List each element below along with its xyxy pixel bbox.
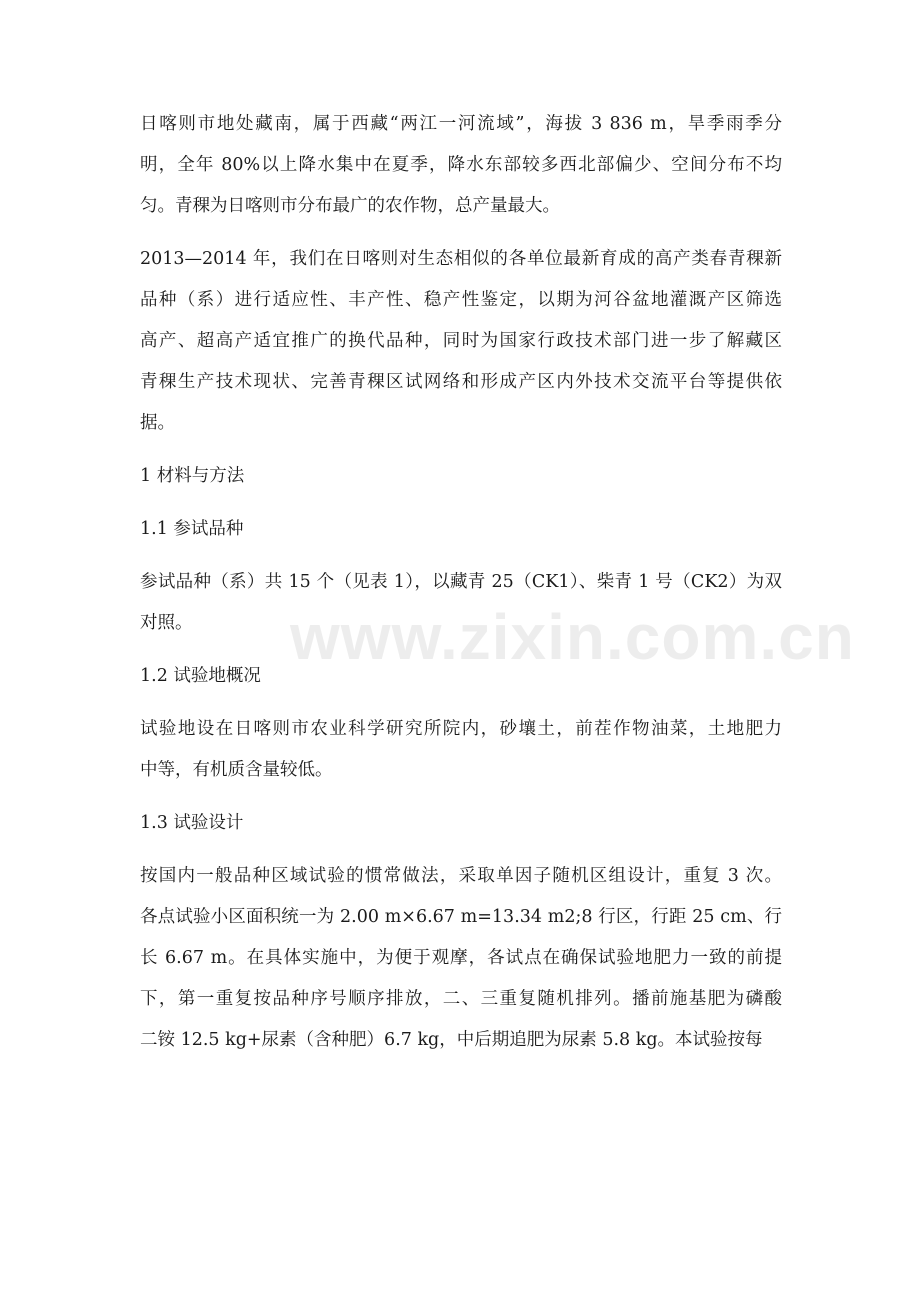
paragraph-gap [140, 497, 782, 509]
paragraph-gap [140, 644, 782, 656]
heading-text: 1.1 参试品种 [140, 519, 244, 539]
paragraph-line: 下，第一重复按品种序号顺序排放，二、三重复随机排列。播前施基肥为磷酸 [140, 989, 782, 1009]
paragraph-line: 各点试验小区面积统一为 2.00 m×6.67 m=13.34 m2;8 行区，行距 25 cm、行 [140, 907, 782, 927]
section-heading [140, 656, 782, 697]
paragraph [140, 239, 782, 444]
paragraph-gap [140, 227, 782, 239]
paragraph-line: 青稞生产技术现状、完善青稞区试网络和形成产区内外技术交流平台等提供依 [140, 372, 782, 392]
paragraph-line: 按国内一般品种区域试验的惯常做法，采取单因子随机区组设计，重复 3 次。 [140, 866, 782, 886]
paragraph-line: 日喀则市地处藏南，属于西藏“两江一河流域”，海拔 3 836 m，旱季雨季分 [140, 114, 782, 134]
paragraph [140, 562, 782, 644]
paragraph-line: 高产、超高产适宜推广的换代品种，同时为国家行政技术部门进一步了解藏区 [140, 331, 782, 351]
document-body [140, 104, 782, 1061]
paragraph-line: 2013—2014 年，我们在日喀则对生态相似的各单位最新育成的高产类春青稞新 [140, 249, 782, 269]
watermark: www.zixin.com.cn [290, 601, 855, 673]
section-heading [140, 803, 782, 844]
paragraph-gap [140, 697, 782, 709]
paragraph-line: 试验地设在日喀则市农业科学研究所院内，砂壤土，前茬作物油菜，土地肥力 [140, 719, 782, 739]
paragraph-line: 对照。 [140, 613, 193, 633]
heading-text: 1.3 试验设计 [140, 813, 244, 833]
paragraph-line: 明，全年 80%以上降水集中在夏季，降水东部较多西北部偏少、空间分布不均 [140, 155, 782, 175]
paragraph-line: 品种（系）进行适应性、丰产性、稳产性鉴定，以期为河谷盆地灌溉产区筛选 [140, 290, 782, 310]
paragraph-line: 参试品种（系）共 15 个（见表 1），以藏青 25（CK1）、柴青 1 号（CK2）为双 [140, 572, 782, 592]
section-heading [140, 509, 782, 550]
heading-text: 1 材料与方法 [140, 466, 245, 486]
paragraph-gap [140, 791, 782, 803]
paragraph-line: 匀。青稞为日喀则市分布最广的农作物，总产量最大。 [140, 196, 560, 216]
paragraph-gap [140, 444, 782, 456]
section-heading [140, 456, 782, 497]
paragraph-line: 据。 [140, 413, 175, 433]
paragraph-line: 中等，有机质含量较低。 [140, 760, 333, 780]
paragraph [140, 856, 782, 1061]
paragraph-gap [140, 550, 782, 562]
paragraph-line: 二铵 12.5 kg+尿素（含种肥）6.7 kg，中后期追肥为尿素 5.8 kg。本试验按每 [140, 1030, 763, 1050]
paragraph [140, 104, 782, 227]
paragraph-gap [140, 844, 782, 856]
heading-text: 1.2 试验地概况 [140, 666, 261, 686]
paragraph [140, 709, 782, 791]
paragraph-line: 长 6.67 m。在具体实施中，为便于观摩，各试点在确保试验地肥力一致的前提 [140, 948, 782, 968]
